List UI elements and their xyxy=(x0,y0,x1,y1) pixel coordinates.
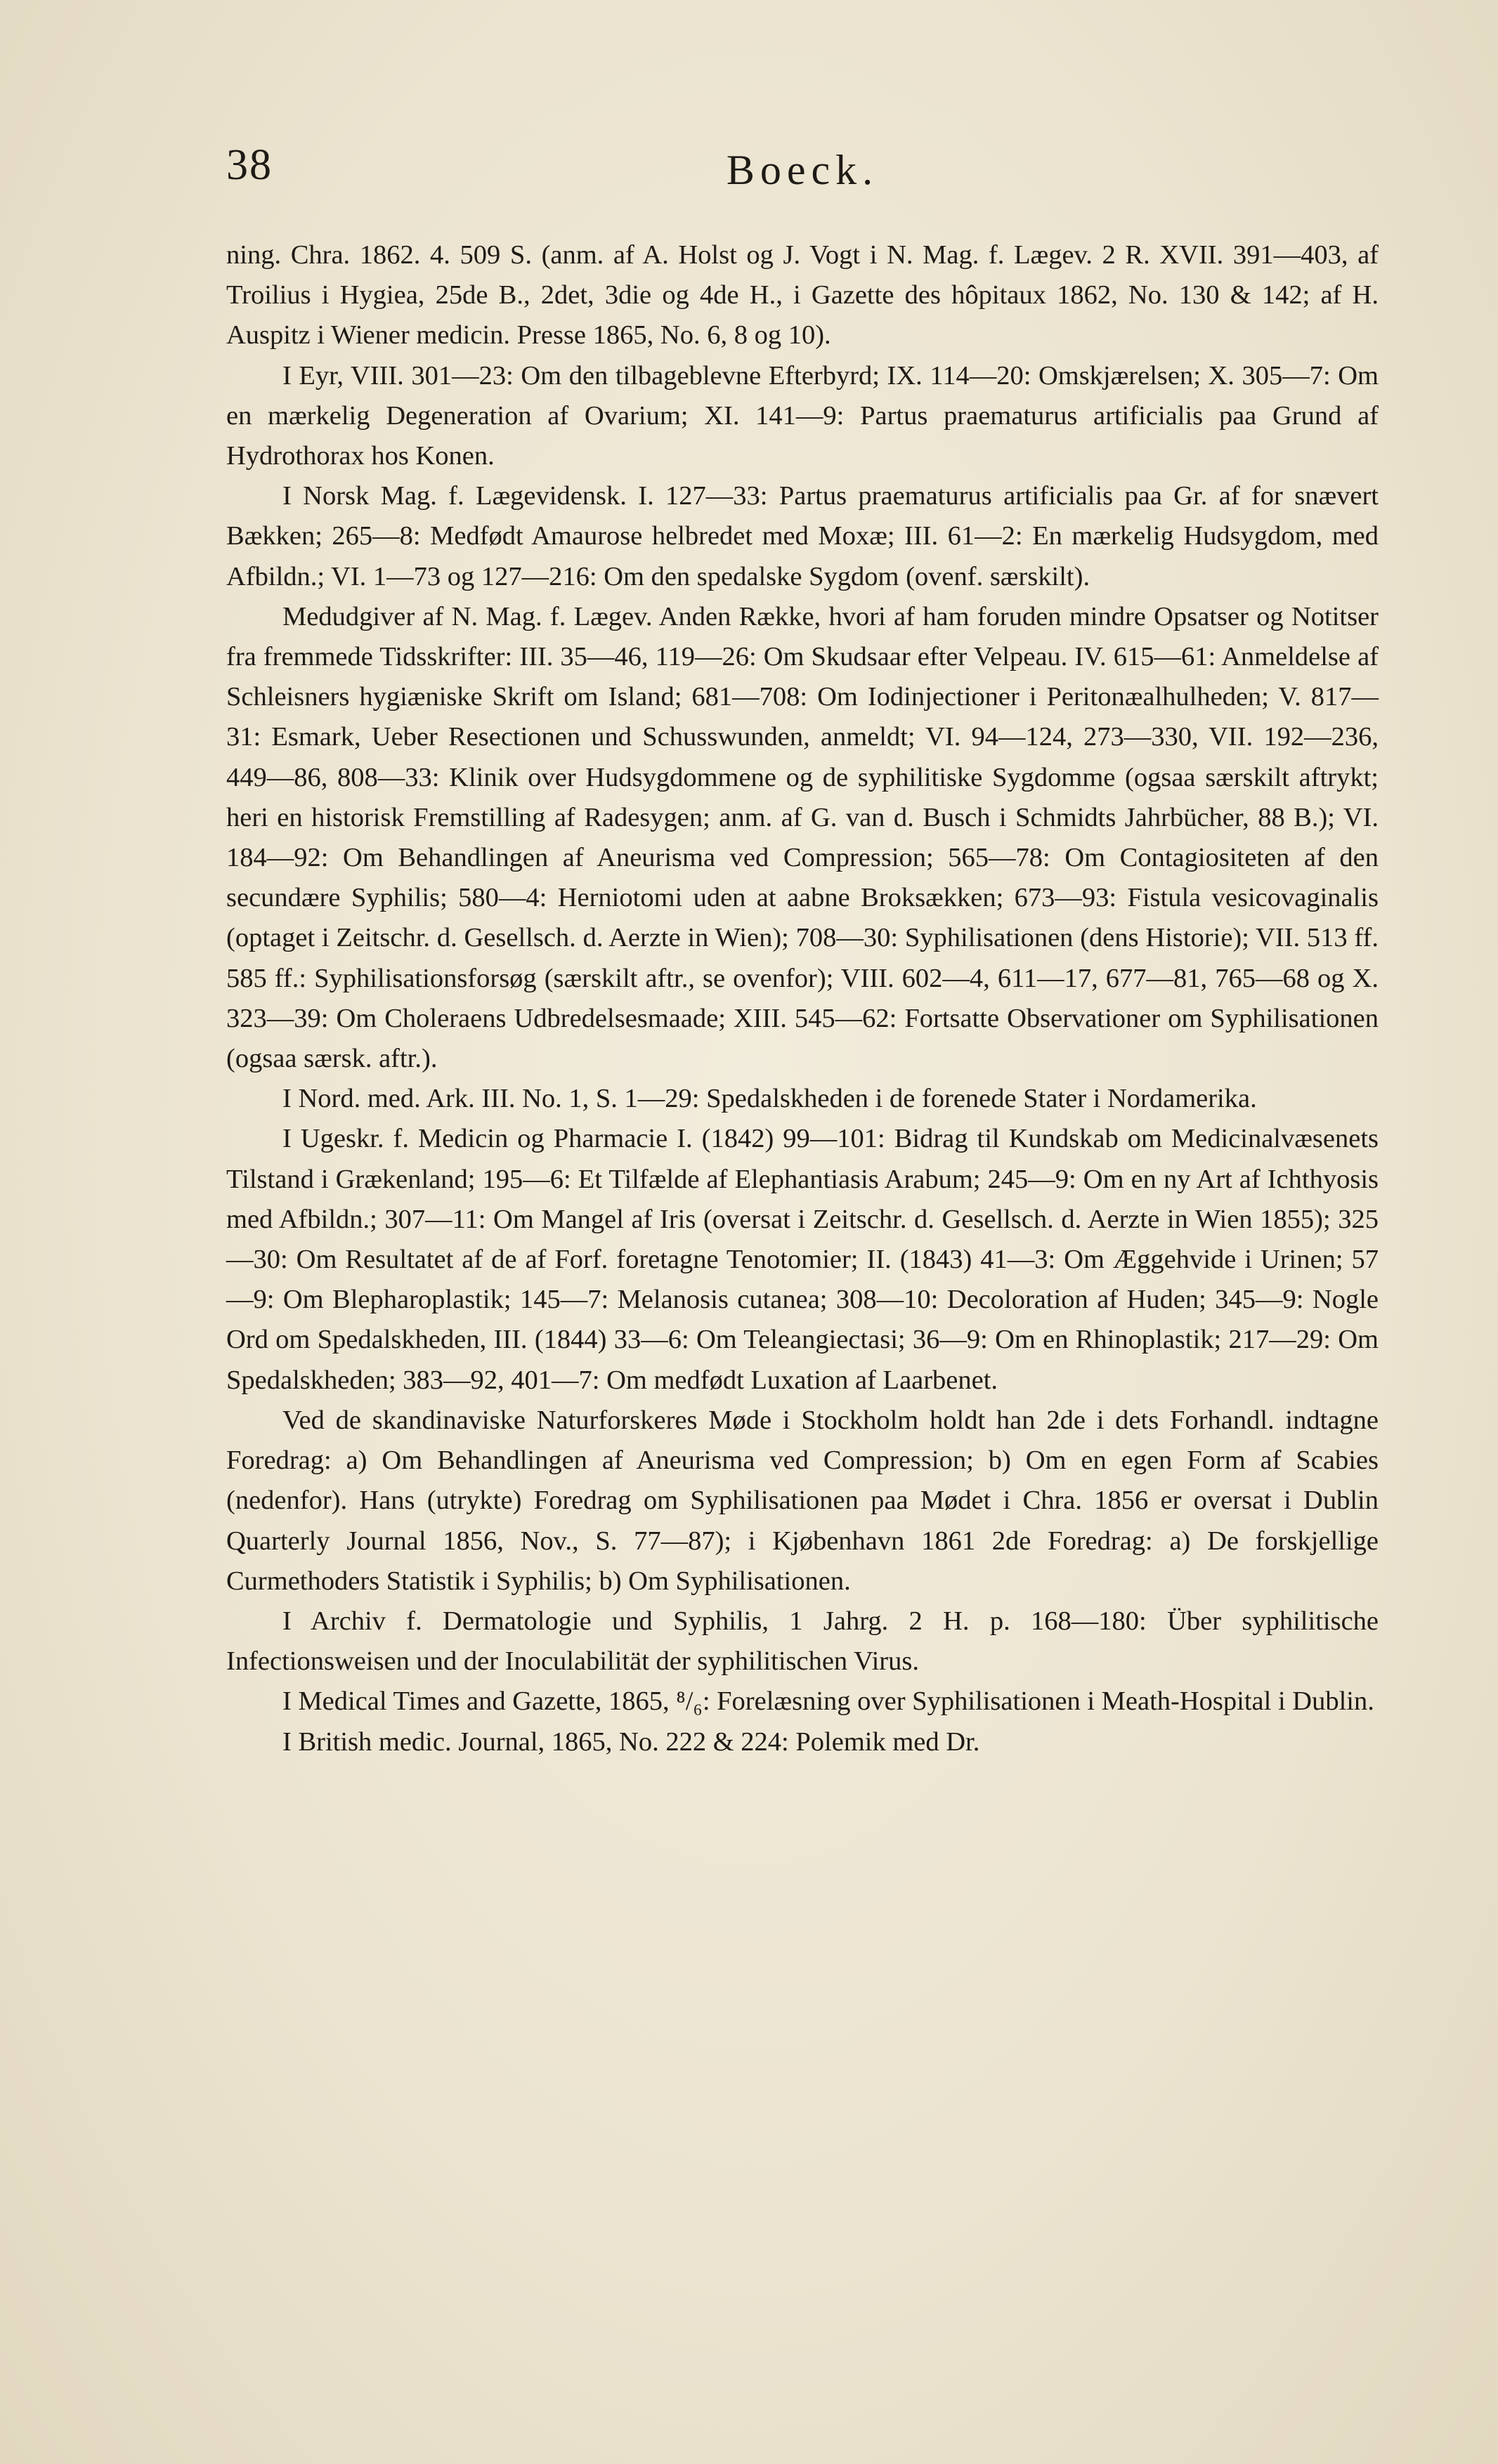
paragraph: I Medical Times and Gazette, 1865, ⁸/₆: Forelæsning over Syphilisationen i Meath-Hospital i Dublin. xyxy=(282,1686,1374,1717)
page-number: 38 xyxy=(226,141,273,189)
paragraph: I Nord. med. Ark. III. No. 1, S. 1—29: Spedalskheden i de forenede Stater i Nordamerika. xyxy=(282,1084,1257,1114)
paragraph: Medudgiver af N. Mag. f. Lægev. Anden Række, hvori af ham foruden mindre Opsatser og Notitser fra fremmede Tidsskrifter: III. 35—46, 119—26: Om Skudsaar efter Velpeau. IV. 615—61: Anmeldelse af Schleisners hygiæniske Skrift om Island; 681—708: Om Iodinjectioner i Peritonæalhulheden; V. 817—31: Esmark, Ueber Resectionen und Schusswunden, anmeldt; VI. 94—124, 273—330, VII. 192—236, 449—86, 808—33: Klinik over Hudsygdommene og de syphilitiske Sygdomme (ogsaa særskilt aftrykt; heri en historisk Fremstilling af Radesygen; anm. af G. van d. Busch i Schmidts Jahrbücher, 88 B.); VI. 184—92: Om Behandlingen af Aneurisma ved Compression; 565—78: Om Contagiositeten af den secundære Syphilis; 580—4: Herniotomi uden at aabne Broksækken; 673—93: Fistula vesicovaginalis (optaget i Zeitschr. d. Gesellsch. d. Aerzte in Wien); 708—30: Syphilisationen (dens Historie); VII. 513 ff. 585 ff.: Syphilisationsforsøg (særskilt aftr., se ovenfor); VIII. 602—4, 611—17, 677—81, 765—68 og X. 323—39: Om Choleraens Udbredelsesmaade; XIII. 545—62: Fortsatte Observationer om Syphilisationen (ogsaa særsk. aftr.). xyxy=(226,601,1379,1074)
paragraph: I British medic. Journal, 1865, No. 222 & 224: Polemik med Dr. xyxy=(282,1726,980,1757)
paragraph: ning. Chra. 1862. 4. 509 S. (anm. af A. Holst og J. Vogt i N. Mag. f. Lægev. 2 R. XVII. 391—403, af Troilius i Hygiea, 25de B., 2det, 3die og 4de H., i Gazette des hôpitaux 1862, No. 130 & 142; af H. Auspitz i Wiener medicin. Presse 1865, No. 6, 8 og 10). xyxy=(226,240,1379,350)
running-head: Boeck. xyxy=(726,147,879,193)
paragraph: Ved de skandinaviske Naturforskeres Møde i Stockholm holdt han 2de i dets Forhandl. indtagne Foredrag: a) Om Behandlingen af Aneurisma ved Compression; b) Om en egen Form af Scabies (nedenfor). Hans (utrykte) Foredrag om Syphilisationen paa Mødet i Chra. 1856 er oversat i Dublin Quarterly Journal 1856, Nov., S. 77—87); i Kjøbenhavn 1861 2de Foredrag: a) De forskjellige Curmethoders Statistik i Syphilis; b) Om Syphilisationen. xyxy=(226,1405,1379,1596)
paragraph: I Archiv f. Dermatologie und Syphilis, 1 Jahrg. 2 H. p. 168—180: Über syphilitische Infectionsweisen und der Inoculabilität der syphilitischen Virus. xyxy=(226,1606,1379,1677)
page-header xyxy=(226,140,1379,204)
paragraph: I Eyr, VIII. 301—23: Om den tilbageblevne Efterbyrd; IX. 114—20: Omskjærelsen; X. 305—7: Om en mærkelig Degeneration af Ovarium; XI. 141—9: Partus praematurus artificialis paa Grund af Hydrothorax hos Konen. xyxy=(226,360,1379,471)
paragraph: I Ugeskr. f. Medicin og Pharmacie I. (1842) 99—101: Bidrag til Kundskab om Medicinalvæsenets Tilstand i Grækenland; 195—6: Et Tilfælde af Elephantiasis Arabum; 245—9: Om en ny Art af Ichthyosis med Afbildn.; 307—11: Om Mangel af Iris (oversat i Zeitschr. d. Gesellsch. d. Aerzte in Wien 1855); 325—30: Om Resultatet af de af Forf. foretagne Tenotomier; II. (1843) 41—3: Om Æggehvide i Urinen; 57—9: Om Blepharoplastik; 145—7: Melanosis cutanea; 308—10: Decoloration af Huden; 345—9: Nogle Ord om Spedalskheden, III. (1844) 33—6: Om Teleangiectasi; 36—9: Om en Rhinoplastik; 217—29: Om Spedalskheden; 383—92, 401—7: Om medfødt Luxation af Laarbenet. xyxy=(226,1124,1379,1395)
page-body xyxy=(226,235,1379,1762)
paragraph: I Norsk Mag. f. Lægevidensk. I. 127—33: Partus praematurus artificialis paa Gr. af for snævert Bækken; 265—8: Medfødt Amaurose helbredet med Moxæ; III. 61—2: En mærkelig Hudsygdom, med Afbildn.; VI. 1—73 og 127—216: Om den spedalske Sygdom (ovenf. særskilt). xyxy=(226,481,1379,591)
